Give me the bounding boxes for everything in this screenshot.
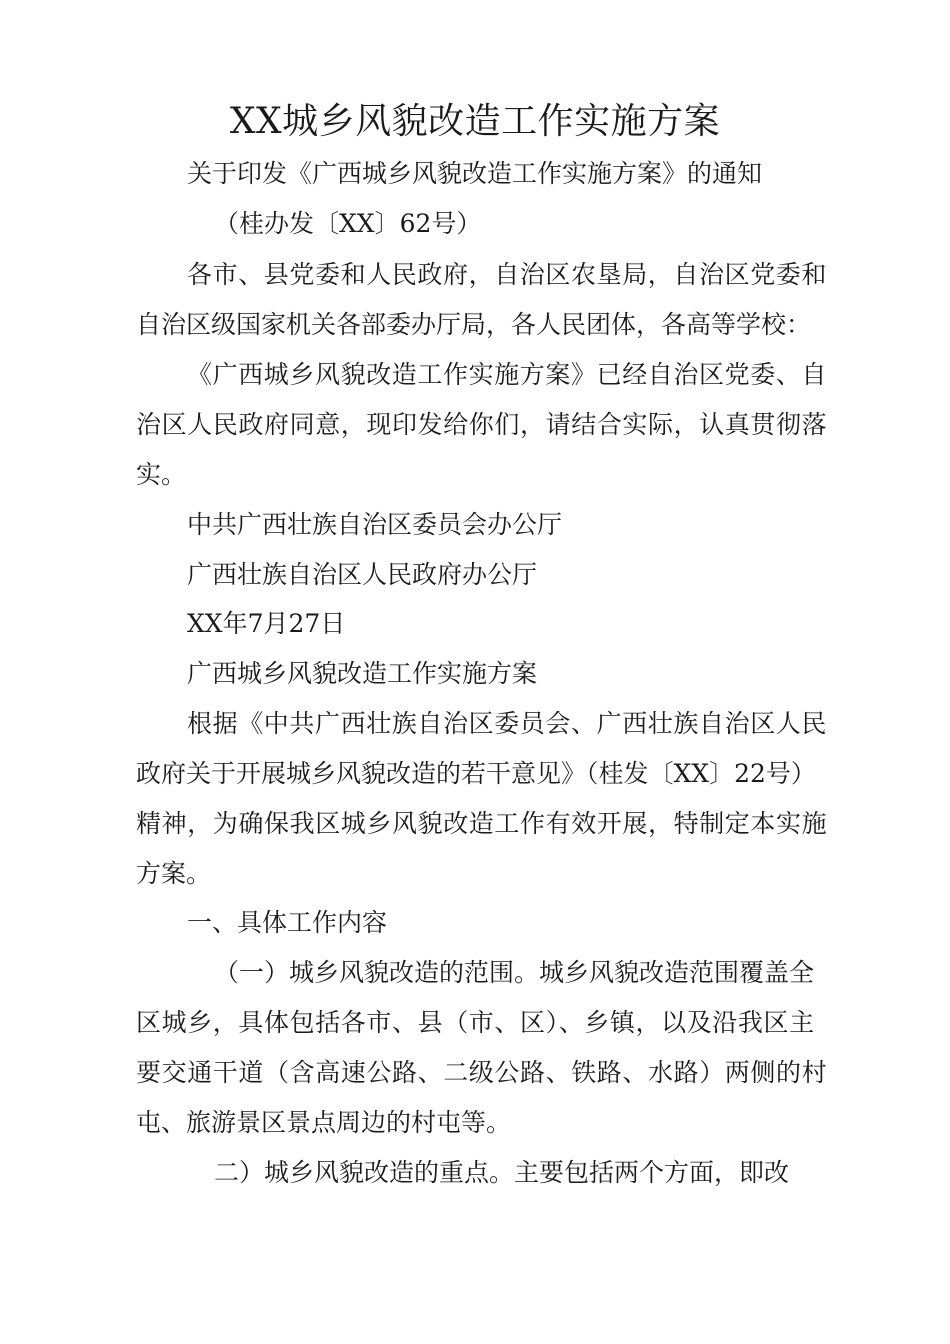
issuer-party-office: 中共广西壮族自治区委员会办公厅 bbox=[187, 510, 563, 539]
scope-line-2: 区城乡，具体包括各市、县（市、区）、乡镇，以及沿我区主 bbox=[136, 1008, 815, 1037]
scope-line-4: 屯、旅游景区景点周边的村屯等。 bbox=[136, 1108, 512, 1137]
recipients-line-1: 各市、县党委和人民政府，自治区农垦局，自治区党委和 bbox=[187, 260, 828, 289]
issue-date: XX年7月27日 bbox=[187, 609, 346, 638]
plan-intro-line-2: 政府关于开展城乡风貌改造的若干意见》（桂发〔XX〕22号） bbox=[136, 759, 816, 788]
document-number: （桂办发〔XX〕62号） bbox=[214, 209, 482, 238]
notice-body-line-3: 实。 bbox=[136, 460, 187, 489]
scope-line-1: （一）城乡风貌改造的范围。城乡风貌改造范围覆盖全 bbox=[214, 958, 815, 987]
plan-intro-line-3: 精神，为确保我区城乡风貌改造工作有效开展，特制定本实施 bbox=[136, 809, 828, 838]
plan-intro-line-1: 根据《中共广西壮族自治区委员会、广西壮族自治区人民 bbox=[187, 709, 828, 738]
issuer-government-office: 广西壮族自治区人民政府办公厅 bbox=[187, 560, 538, 589]
plan-heading: 广西城乡风貌改造工作实施方案 bbox=[187, 659, 538, 688]
section-heading-1: 一、具体工作内容 bbox=[187, 908, 388, 937]
notice-heading: 关于印发《广西城乡风貌改造工作实施方案》的通知 bbox=[187, 159, 763, 188]
recipients-line-2: 自治区级国家机关各部委办厅局，各人民团体，各高等学校： bbox=[136, 310, 812, 339]
notice-body-line-2: 治区人民政府同意，现印发给你们，请结合实际，认真贯彻落 bbox=[136, 410, 828, 439]
notice-body-line-1: 《广西城乡风貌改造工作实施方案》已经自治区党委、自 bbox=[187, 360, 828, 389]
plan-intro-line-4: 方案。 bbox=[136, 859, 212, 888]
scope-line-3: 要交通干道（含高速公路、二级公路、铁路、水路）两侧的村 bbox=[136, 1058, 828, 1087]
document-title: XX城乡风貌改造工作实施方案 bbox=[229, 101, 721, 142]
focus-line-1: 二）城乡风貌改造的重点。主要包括两个方面，即改 bbox=[214, 1158, 790, 1187]
